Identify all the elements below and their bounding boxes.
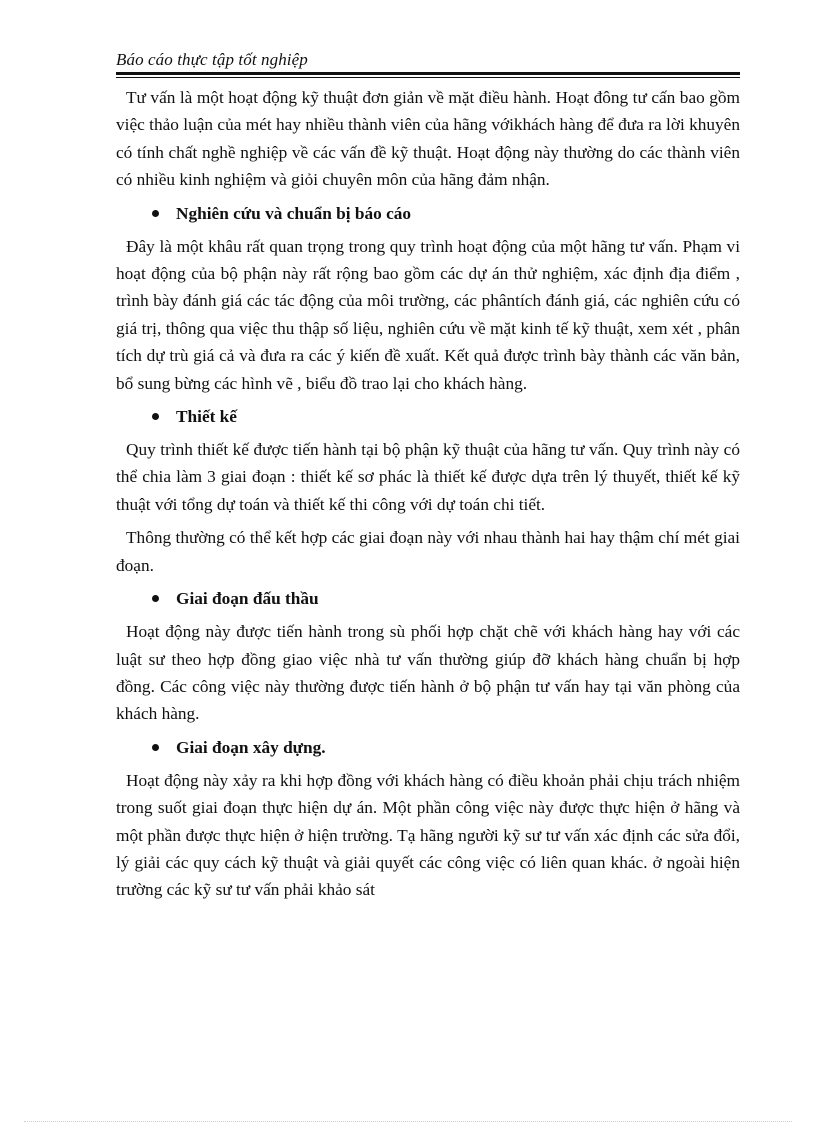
page-bottom-rule — [24, 1121, 792, 1122]
bullet-research-label: Nghiên cứu và chuẩn bị báo cáo — [176, 203, 412, 223]
bullet-bidding-label: Giai đoạn đấu thầu — [176, 589, 319, 609]
document-body — [116, 84, 740, 910]
bullet-dot-icon — [152, 744, 159, 751]
header-rule-thick — [116, 72, 740, 75]
bullet-bidding — [116, 585, 740, 612]
bullet-dot-icon — [152, 210, 159, 217]
bullet-construction-label: Giai đoạn xây dựng. — [176, 737, 326, 757]
bullet-design-label: Thiết kế — [176, 407, 237, 427]
bullet-design — [116, 403, 740, 430]
paragraph-construction: Hoạt động này xảy ra khi hợp đồng với khách hàng có điều khoản phải chịu trách nhiệm trong suốt giai đoạn thực hiện dự án. Một phần công việc này được thực hiện ở hãng và một phần được thực hiện ở hiện trường. Tạ hãng người kỹ sư tư vấn xác định các sửa đổi, lý giải các quy cách kỹ thuật và giải quyết các công việc có liên quan khác. ở ngoài hiện trường các kỹ sư tư vấn phải khảo sát — [116, 770, 740, 900]
header-rule-thin — [116, 77, 740, 78]
header-title: Báo cáo thực tập tốt nghiệp — [116, 50, 308, 69]
paragraph-design: Quy trình thiết kế được tiến hành tại bộ phận kỹ thuật của hãng tư vấn. Quy trình này có thể chia làm 3 giai đoạn : thiết kế sơ phác là thiết kế được dựa trên lý thuyết, thiết kế kỹ thuật với tổng dự toán và thiết kế thi công với dự toán chi tiết. — [116, 440, 740, 514]
bullet-dot-icon — [152, 413, 159, 420]
paragraph-consulting: Tư vấn là một hoạt động kỹ thuật đơn giản về mặt điều hành. Hoạt đông tư cấn bao gồm việc thảo luận của mét hay nhiều thành viên của hãng vớikhách hàng để đưa ra lời khuyên có tính chất nghề nghiệp về các vấn đề kỹ thuật. Hoạt động này thường do các thành viên có nhiều kinh nghiệm và giỏi chuyên môn của hãng đảm nhận. — [116, 88, 740, 190]
paragraph-research: Đây là một khâu rất quan trọng trong quy trình hoạt động của một hãng tư vấn. Phạm vi hoạt động của bộ phận này rất rộng bao gồm các dự án thử nghiệm, xác định địa điểm , trình bày đánh giá các tác động của môi trường, các phântích đánh giá, các nghiên cứu có giá trị, thông qua việc thu thập số liệu, nghiên cứu về mặt kinh tế kỹ thuật, xem xét , phân tích dự trù giá cả và đưa ra các ý kiến đề xuất. Kết quả được trình bày thành các văn bản, bổ sung bừng các hình vẽ , biểu đồ trao lại cho khách hàng. — [116, 236, 740, 393]
bullet-construction — [116, 734, 740, 761]
page-header — [116, 49, 740, 71]
bullet-research — [116, 200, 740, 227]
paragraph-design-combined: Thông thường có thể kết hợp các giai đoạn này với nhau thành hai hay thậm chí mét giai đoạn. — [116, 528, 740, 575]
paragraph-bidding: Hoạt động này được tiến hành trong sù phối hợp chặt chẽ với khách hàng hay với các luật sư theo hợp đồng giao việc nhà tư vấn thường giúp đỡ khách hàng chuẩn bị hợp đồng. Các công việc này thường được tiến hành ở bộ phận tư vấn hay tại văn phòng của khách hàng. — [116, 622, 740, 724]
